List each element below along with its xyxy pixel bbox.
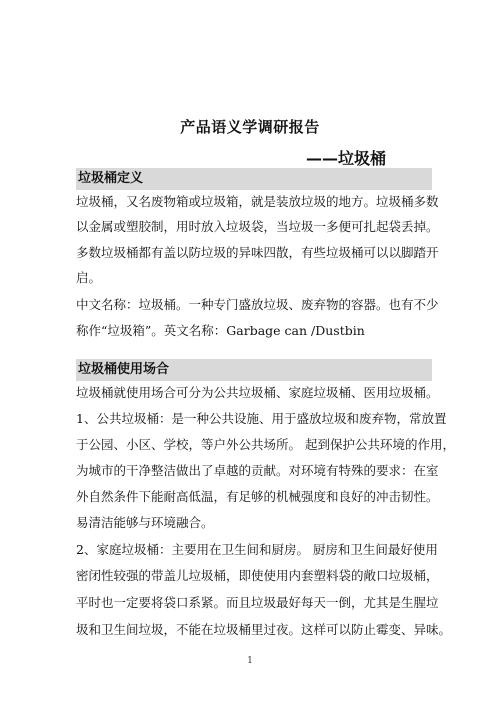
paragraph-line: 易清洁能够与环境融合。 <box>76 515 214 530</box>
paragraph-line: 为城市的干净整洁做出了卓越的贡献。对环境有特殊的要求：在室 <box>76 463 439 478</box>
paragraph-line: 圾和卫生间垃圾，不能在垃圾桶里过夜。这样可以防止霉变、异味。 <box>76 622 452 637</box>
paragraph-line: 2、家庭垃圾桶：主要用在卫生间和厨房。 厨房和卫生间最好使用 <box>76 542 438 557</box>
page-subtitle: ——垃圾桶 <box>306 149 387 168</box>
paragraph-line: 启。 <box>76 270 102 285</box>
paragraph-line: 垃圾桶就使用场合可分为公共垃圾桶、家庭垃圾桶、医用垃圾桶。 <box>76 385 439 400</box>
page-number: 1 <box>247 656 253 666</box>
paragraph-line: 平时也一定要将袋口系紧。而且垃圾最好每天一倒，尤其是生腥垃 <box>76 595 439 610</box>
paragraph-line: 密闭性较强的带盖儿垃圾桶，即使使用内套塑料袋的敞口垃圾桶， <box>76 568 439 583</box>
paragraph-line: 于公园、小区、学校，等户外公共场所。 起到保护公共环境的作用， <box>76 437 455 452</box>
paragraph-line: 垃圾桶，又名废物箱或垃圾箱，就是装放垃圾的地方。垃圾桶多数 <box>76 194 439 209</box>
section-heading-definition: 垃圾桶定义 <box>76 168 432 190</box>
section-heading-usage: 垃圾桶使用场合 <box>76 359 432 381</box>
paragraph-line: 称作“垃圾箱”。英文名称：Garbage can /Dustbin <box>76 323 365 338</box>
paragraph-line: 以金属或塑胶制，用时放入垃圾袋，当垃圾一多便可扎起袋丢掉。 <box>76 219 439 234</box>
paragraph-line: 多数垃圾桶都有盖以防垃圾的异味四散，有些垃圾桶可以以脚踏开 <box>76 245 439 260</box>
paragraph-line: 中文名称：垃圾桶。一种专门盛放垃圾、废弃物的容器。也有不少 <box>76 297 439 312</box>
paragraph-line: 1、公共垃圾桶：是一种公共设施、用于盛放垃圾和废弃物，常放置 <box>76 411 447 426</box>
paragraph-line: 外自然条件下能耐高低温，有足够的机械强度和良好的冲击韧性。 <box>76 489 439 504</box>
page-title: 产品语义学调研报告 <box>180 118 320 136</box>
